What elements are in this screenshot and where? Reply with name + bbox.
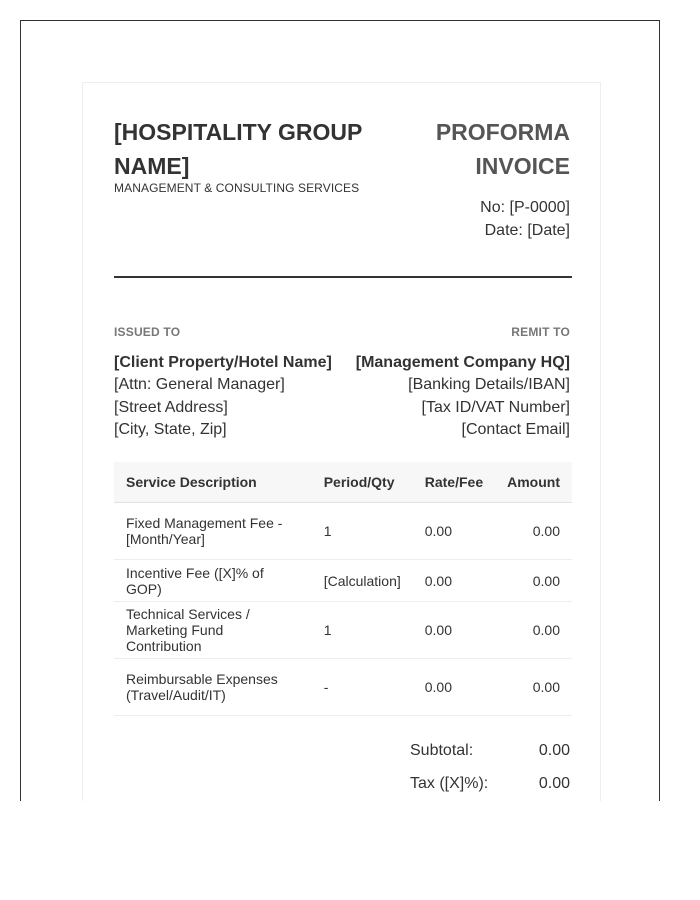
row-description: Technical Services / Marketing Fund Contribution [114,602,312,659]
remit-to-block [356,321,570,442]
header-rate: Rate/Fee [413,462,495,503]
subtotal-label: Subtotal: [410,742,474,759]
remit-tax-id: [Tax ID/VAT Number] [421,398,570,416]
tax-value: 0.00 [538,775,570,792]
row-amount: 0.00 [495,659,572,716]
row-period: 1 [312,602,413,659]
invoice-date: Date: [Date] [484,222,570,239]
remit-company-name: [Management Company HQ] [355,353,570,371]
subtotal-row [410,738,570,771]
invoice-title: PROFORMA INVOICE [435,119,570,179]
table-header-row [114,462,572,503]
header-amount: Amount [495,462,572,503]
document-frame [20,20,660,801]
client-street: [Street Address] [114,398,228,416]
row-amount: 0.00 [495,560,572,602]
header-description: Service Description [114,462,312,503]
row-period: - [312,659,413,716]
client-attn: [Attn: General Manager] [114,376,285,393]
table-row [114,560,572,602]
row-rate: 0.00 [413,602,495,659]
row-amount: 0.00 [495,503,572,560]
remit-email: [Contact Email] [461,421,570,438]
company-tagline: MANAGEMENT & CONSULTING SERVICES [114,181,360,195]
issued-to-block [114,321,332,442]
client-city: [City, State, Zip] [114,421,227,438]
table-row [114,503,572,560]
invoice-sheet [82,82,601,801]
row-period: [Calculation] [312,560,413,602]
row-amount: 0.00 [495,602,572,659]
company-name: [HOSPITALITY GROUP NAME] [114,119,362,179]
tax-row [410,771,570,801]
invoice-meta [480,196,570,242]
row-description: Incentive Fee ([X]% of GOP) [114,560,312,602]
header-divider [114,276,572,278]
subtotal-value: 0.00 [538,742,570,759]
remit-banking: [Banking Details/IBAN] [408,376,570,393]
row-rate: 0.00 [413,503,495,560]
services-table [114,462,572,716]
header-period: Period/Qty [312,462,413,503]
row-description: Reimbursable Expenses (Travel/Audit/IT) [114,659,312,716]
client-name: [Client Property/Hotel Name] [114,353,332,371]
row-rate: 0.00 [413,659,495,716]
issued-to-label: ISSUED TO [114,325,181,339]
invoice-number: No: [P-0000] [480,199,570,216]
remit-to-label: REMIT TO [511,325,570,339]
row-description: Fixed Management Fee - [Month/Year] [114,503,312,560]
row-period: 1 [312,503,413,560]
table-row [114,659,572,716]
table-row [114,602,572,659]
tax-label: Tax ([X]%): [410,775,489,792]
row-rate: 0.00 [413,560,495,602]
totals-block [410,738,570,801]
